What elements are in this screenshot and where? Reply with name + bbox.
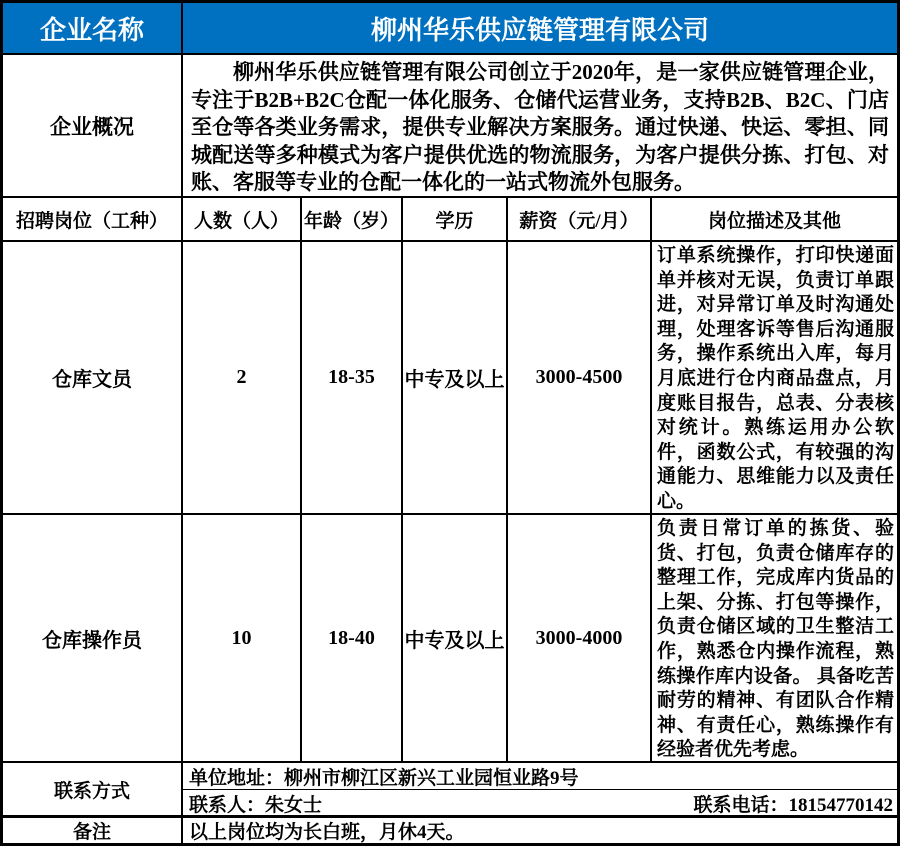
title-row xyxy=(3,3,897,55)
contact-phone: 联系电话：18154770142 xyxy=(693,795,893,816)
table-row xyxy=(3,515,897,763)
job-position: 仓库文员 xyxy=(3,242,183,513)
header-count: 人数（人） xyxy=(183,198,302,240)
job-count: 10 xyxy=(183,515,302,761)
contact-address: 单位地址：柳州市柳江区新兴工业园恒业路9号 xyxy=(183,763,897,790)
job-count: 2 xyxy=(183,242,302,513)
job-position: 仓库操作员 xyxy=(3,515,183,761)
job-education: 中专及以上 xyxy=(403,515,508,761)
jobs-header-row xyxy=(3,198,897,242)
job-age: 18-40 xyxy=(302,515,403,761)
overview-text: 柳州华乐供应链管理有限公司创立于2020年，是一家供应链管理企业，专注于B2B+B2C仓配一体化服务、仓储代运营业务，支持B2B、B2C、门店至仓等各类业务需求，提供专业解决方案服务。通过快递、快运、零担、同城配送等多种模式为客户提供优选的物流服务，为客户提供分拣、打包、对账、客服等专业的仓配一体化的一站式物流外包服务。 xyxy=(191,60,889,194)
contact-row xyxy=(3,763,897,818)
company-name: 柳州华乐供应链管理有限公司 xyxy=(370,15,709,45)
table-row xyxy=(3,242,897,515)
contact-person: 联系人：朱女士 xyxy=(189,795,323,816)
header-description: 岗位描述及其他 xyxy=(707,210,841,232)
job-salary: 3000-4000 xyxy=(508,515,652,761)
header-age: 年龄（岁） xyxy=(302,198,403,240)
header-position: 招聘岗位（工种） xyxy=(3,198,183,240)
job-description: 负责日常订单的拣货、验货、打包，负责仓储库存的整理工作，完成库内货品的上架、分拣、打包等操作，负责仓储区域的卫生整洁工作，熟悉仓内操作流程，熟练操作库内设备。 具备吃苦耐劳的精神、有团队合作精神、有责任心，熟练操作有经验者优先考虑。 xyxy=(657,518,894,761)
header-salary: 薪资（元/月） xyxy=(508,198,652,240)
remark-text: 以上岗位均为长白班，月休4天。 xyxy=(189,822,465,843)
overview-label: 企业概况 xyxy=(3,55,183,196)
job-education: 中专及以上 xyxy=(403,242,508,513)
overview-row xyxy=(3,55,897,198)
job-description: 订单系统操作，打印快递面单并核对无误，负责订单跟进，对异常订单及时沟通处理，处理客诉等售后沟通服务，操作系统出入库，每月月底进行仓内商品盘点，月度账目报告，总表、分表核对统计。熟练运用办公软件，函数公式，有较强的沟通能力、思维能力以及责任心。 xyxy=(657,245,894,512)
contact-person-phone xyxy=(183,790,897,817)
job-salary: 3000-4500 xyxy=(508,242,652,513)
contact-details xyxy=(183,763,897,815)
remark-row xyxy=(3,818,897,843)
contact-label: 联系方式 xyxy=(3,763,183,815)
header-education: 学历 xyxy=(403,198,508,240)
company-name-label: 企业名称 xyxy=(3,3,183,53)
job-age: 18-35 xyxy=(302,242,403,513)
remark-label: 备注 xyxy=(3,818,183,843)
